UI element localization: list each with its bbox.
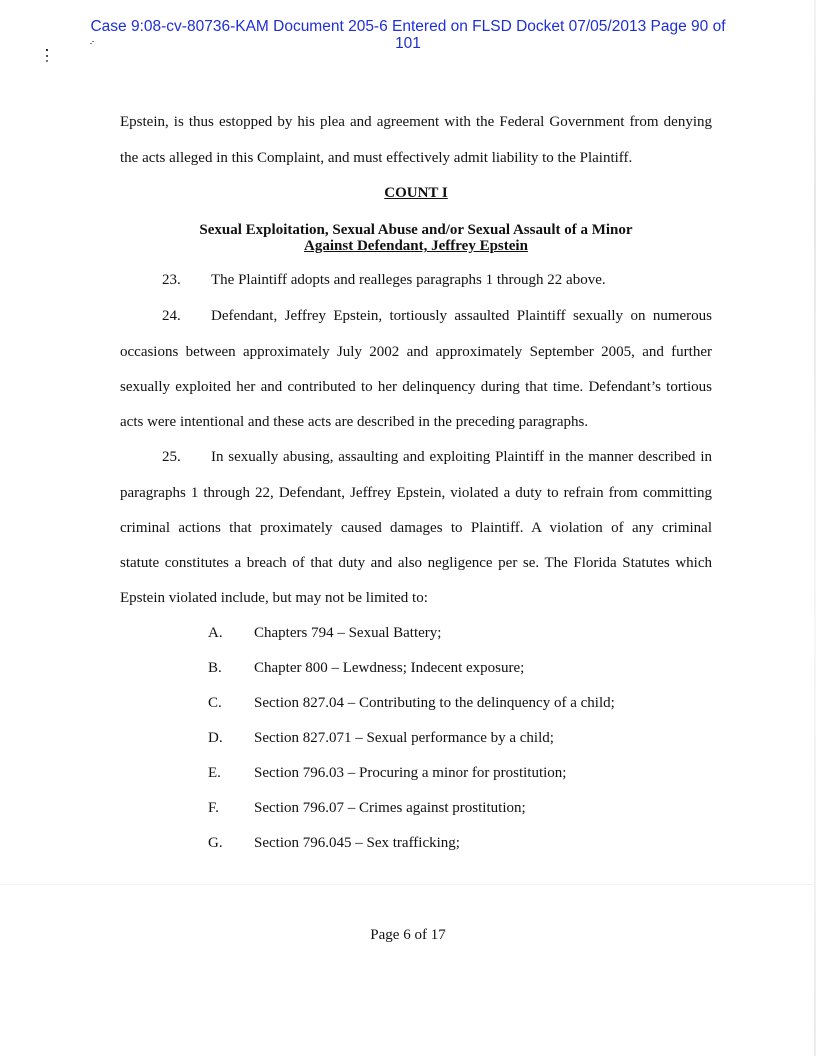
statute-list-letter: B. bbox=[208, 660, 222, 676]
paragraph-number: 24. bbox=[162, 308, 181, 324]
court-filing-stamp-page-total: 101 bbox=[395, 35, 421, 52]
statute-list-item: Chapter 800 – Lewdness; Indecent exposure; bbox=[254, 660, 525, 676]
paragraph-text-line: Epstein violated include, but may not be limited to: bbox=[120, 590, 428, 606]
court-filing-stamp bbox=[0, 18, 816, 52]
page-number-footer: Page 6 of 17 bbox=[370, 927, 446, 943]
paragraph-text-line: acts were intentional and these acts are described in the preceding paragraphs. bbox=[120, 414, 589, 430]
statute-list-letter: D. bbox=[208, 730, 223, 746]
paragraph-text-line: criminal actions that proximately caused damages to Plaintiff. A violation of any criminal bbox=[120, 520, 712, 536]
paragraph-text-line: In sexually abusing, assaulting and exploiting Plaintiff in the manner described in bbox=[211, 449, 712, 465]
statute-list-item: Section 827.071 – Sexual performance by a child; bbox=[254, 730, 554, 746]
paragraph-text-line: Defendant, Jeffrey Epstein, tortiously assaulted Plaintiff sexually on numerous bbox=[211, 308, 712, 324]
paragraph-number: 25. bbox=[162, 449, 181, 465]
count-subheading-underlined: Against Defendant, Jeffrey Epstein bbox=[304, 238, 528, 254]
paragraph-text-line: statute constitutes a breach of that duty and also negligence per se. The Florida Statutes which bbox=[120, 555, 712, 571]
statute-list-letter: A. bbox=[208, 625, 223, 641]
statute-list-letter: G. bbox=[208, 835, 223, 851]
paragraph-text-line: sexually exploited her and contributed to her delinquency during that time. Defendant’s tortious bbox=[120, 379, 712, 395]
intro-text-line: Epstein, is thus estopped by his plea and agreement with the Federal Government from denying bbox=[120, 114, 712, 130]
statute-list-item: Section 796.07 – Crimes against prostitution; bbox=[254, 800, 526, 816]
paragraph-text-line: occasions between approximately July 2002 and approximately September 2005, and further bbox=[120, 344, 712, 360]
paragraph-text-line: paragraphs 1 through 22, Defendant, Jeffrey Epstein, violated a duty to refrain from committing bbox=[120, 485, 712, 501]
paragraph-number: 23. bbox=[162, 272, 181, 288]
count-subheading: Sexual Exploitation, Sexual Abuse and/or Sexual Assault of a Minor bbox=[199, 222, 633, 238]
statute-list-item: Section 796.03 – Procuring a minor for prostitution; bbox=[254, 765, 567, 781]
paragraph-text-line: The Plaintiff adopts and realleges paragraphs 1 through 22 above. bbox=[211, 272, 606, 288]
statute-list-item: Chapters 794 – Sexual Battery; bbox=[254, 625, 442, 641]
court-filing-stamp-line: Case 9:08-cv-80736-KAM Document 205-6 Entered on FLSD Docket 07/05/2013 Page 90 of bbox=[90, 18, 726, 35]
statute-list-letter: E. bbox=[208, 765, 221, 781]
count-heading: COUNT I bbox=[384, 185, 448, 201]
statute-list-letter: C. bbox=[208, 695, 222, 711]
intro-text-line: the acts alleged in this Complaint, and must effectively admit liability to the Plaintiff. bbox=[120, 150, 633, 166]
scan-artifact-rule bbox=[0, 884, 816, 885]
statute-list-item: Section 796.045 – Sex trafficking; bbox=[254, 835, 460, 851]
statute-list-item: Section 827.04 – Contributing to the delinquency of a child; bbox=[254, 695, 615, 711]
statute-list-letter: F. bbox=[208, 800, 219, 816]
